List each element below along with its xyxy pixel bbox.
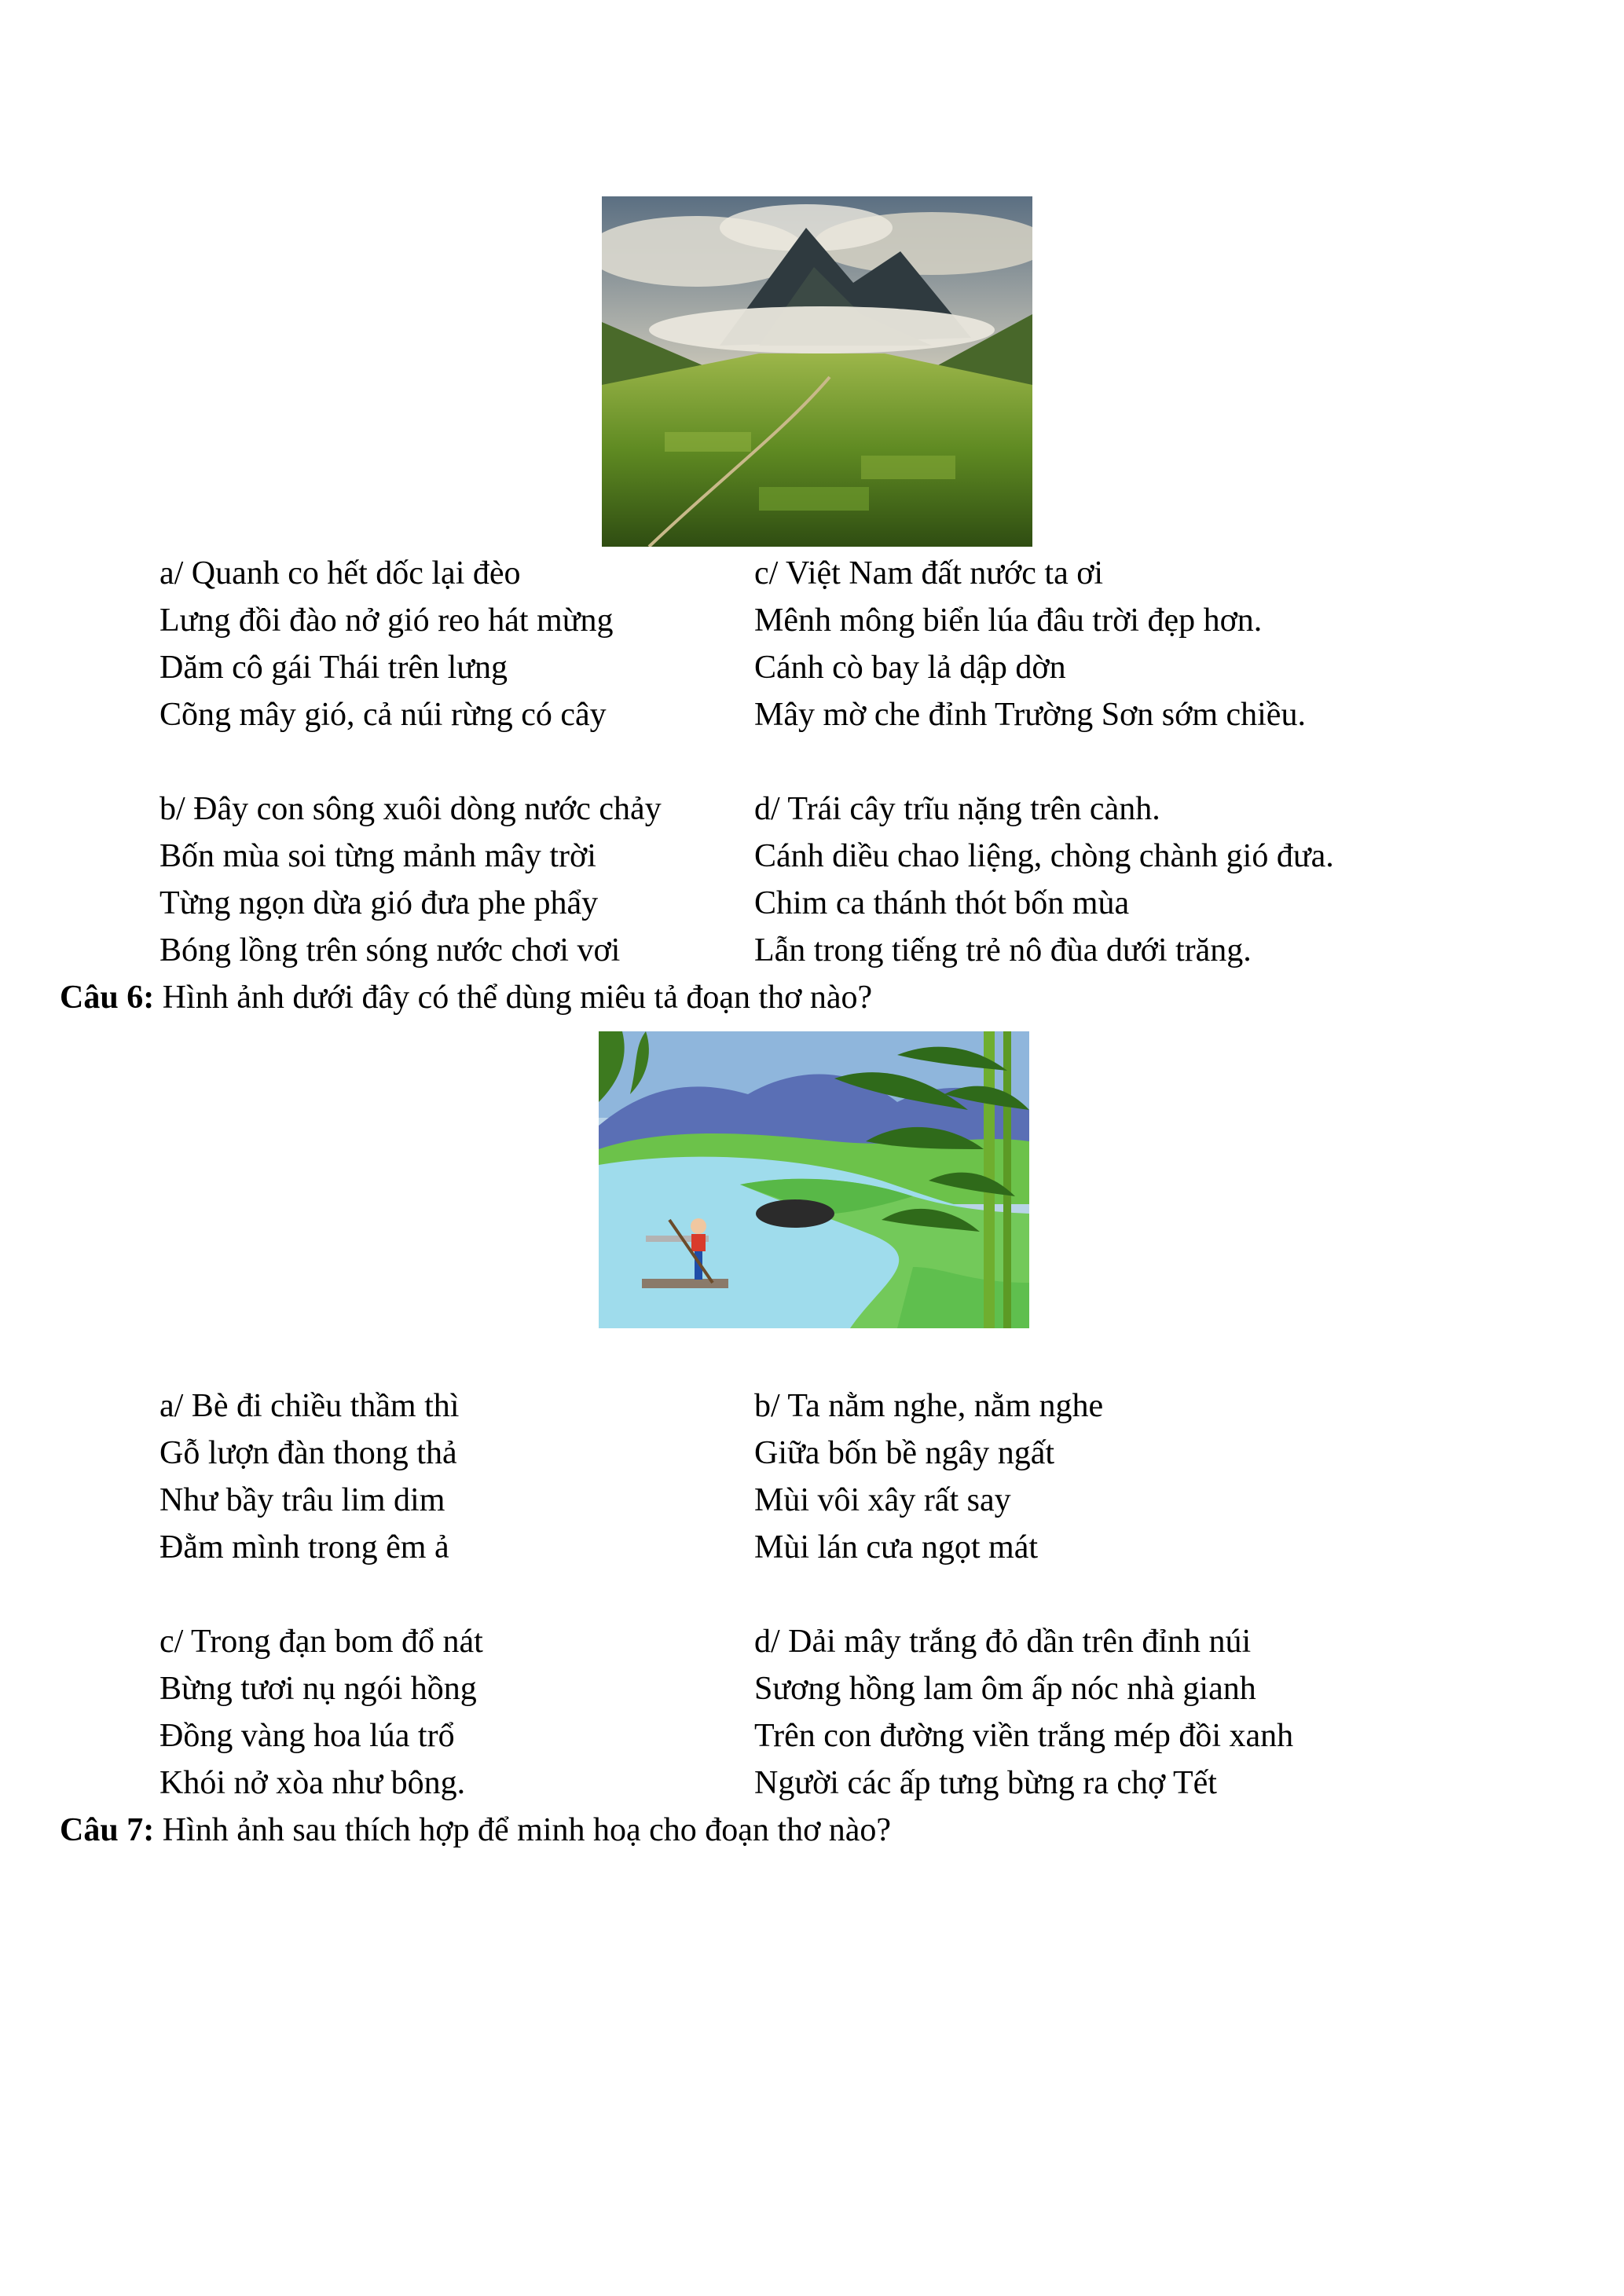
poem-1a-line-2: Lưng đồi đào nở gió reo hát mừng	[159, 602, 614, 639]
poem-1c-line-3: Cánh cò bay lả dập dờn	[754, 650, 1066, 686]
poem-2c-line-4: Khói nở xòa như bông.	[159, 1765, 466, 1801]
poem-2d-line-3: Trên con đường viền trắng mép đồi xanh	[754, 1718, 1294, 1754]
poem-1b-line-4: Bóng lồng trên sóng nước chơi vơi	[159, 932, 621, 969]
question-6	[60, 974, 872, 1021]
poem-1d-line-4: Lẫn trong tiếng trẻ nô đùa dưới trăng.	[754, 932, 1252, 969]
poem-2c-line-1: c/ Trong đạn bom đổ nát	[159, 1624, 483, 1660]
poem-2a-line-1: a/ Bè đi chiều thầm thì	[159, 1388, 460, 1424]
question-6-text: Hình ảnh dưới đây có thể dùng miêu tả đoạn thơ nào?	[154, 980, 873, 1016]
poem-2a-line-2: Gỗ lượn đàn thong thả	[159, 1435, 457, 1471]
question-7-text: Hình ảnh sau thích hợp để minh hoạ cho đoạn thơ nào?	[154, 1812, 892, 1848]
poem-2b-line-1: b/ Ta nằm nghe, nằm nghe	[754, 1388, 1104, 1424]
poem-2a-line-3: Như bầy trâu lim dim	[159, 1482, 445, 1518]
question-7	[60, 1807, 891, 1854]
poem-1b-line-3: Từng ngọn dừa gió đưa phe phẩy	[159, 885, 599, 921]
poem-1a-line-4: Cõng mây gió, cả núi rừng có cây	[159, 697, 607, 733]
poem-2d-line-1: d/ Dải mây trắng đỏ dần trên đỉnh núi	[754, 1624, 1252, 1660]
poem-1d-line-2: Cánh diều chao liệng, chòng chành gió đưa.	[754, 838, 1334, 874]
poem-1c-line-4: Mây mờ che đỉnh Trường Sơn sớm chiều.	[754, 697, 1306, 733]
poem-2a-line-4: Đằm mình trong êm ả	[159, 1529, 449, 1565]
river-raft-picture	[599, 1031, 1029, 1328]
question-7-label: Câu 7:	[60, 1812, 155, 1848]
poem-1a-line-1: a/ Quanh co hết dốc lại đèo	[159, 555, 521, 591]
poem-2d-line-2: Sương hồng lam ôm ấp nóc nhà gianh	[754, 1671, 1256, 1707]
poem-1b-line-1: b/ Đây con sông xuôi dòng nước chảy	[159, 791, 662, 827]
poem-1a-line-3: Dăm cô gái Thái trên lưng	[159, 650, 508, 686]
poem-1d-line-1: d/ Trái cây trĩu nặng trên cành.	[754, 791, 1160, 827]
poem-1c-line-1: c/ Việt Nam đất nước ta ơi	[754, 555, 1104, 591]
poem-2b-line-4: Mùi lán cưa ngọt mát	[754, 1529, 1039, 1565]
poem-2c-line-2: Bừng tươi nụ ngói hồng	[159, 1671, 477, 1707]
question-6-label: Câu 6:	[60, 980, 155, 1016]
mountain-valley-picture	[602, 196, 1032, 547]
poem-2c-line-3: Đồng vàng hoa lúa trổ	[159, 1718, 455, 1754]
poem-2b-line-2: Giữa bốn bề ngây ngất	[754, 1435, 1054, 1471]
poem-2b-line-3: Mùi vôi xây rất say	[754, 1482, 1011, 1518]
poem-1c-line-2: Mênh mông biển lúa đâu trời đẹp hơn.	[754, 602, 1263, 639]
poem-2d-line-4: Người các ấp tưng bừng ra chợ Tết	[754, 1765, 1217, 1801]
poem-1d-line-3: Chim ca thánh thót bốn mùa	[754, 885, 1130, 921]
poem-1b-line-2: Bốn mùa soi từng mảnh mây trời	[159, 838, 596, 874]
